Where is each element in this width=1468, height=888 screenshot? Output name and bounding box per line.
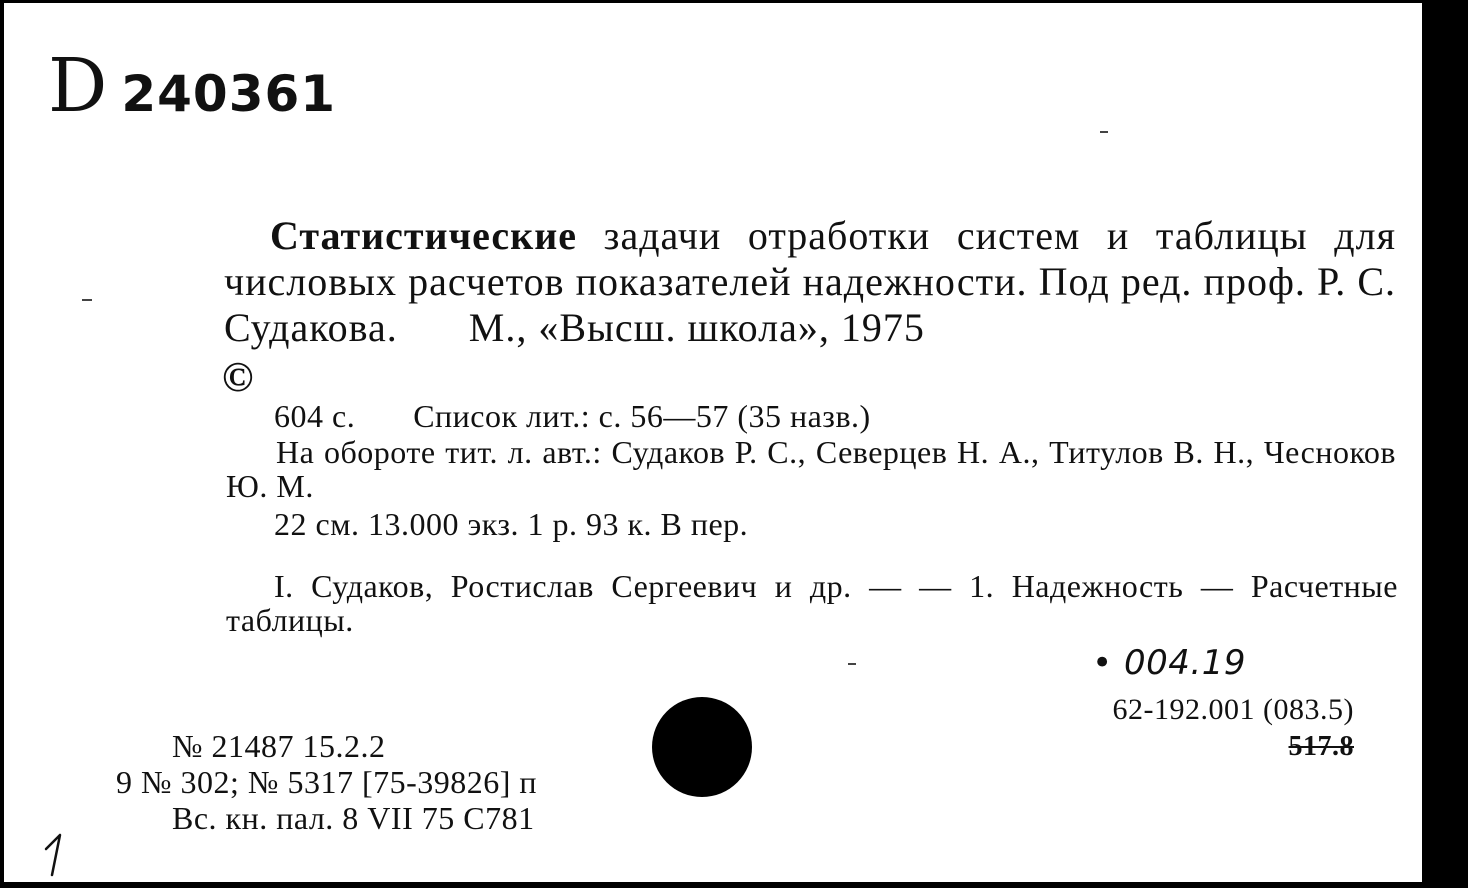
copyright-sign: © (222, 355, 254, 401)
scan-speck (82, 299, 92, 301)
catalog-card (4, 3, 1422, 882)
scan-frame-bottom (0, 882, 1468, 888)
classification-handwritten: • 004.19 (1092, 643, 1246, 683)
title-block (224, 213, 1396, 351)
title-rest: задачи отработки систем и таблицы для числовых расчетов показателей надежности. (224, 213, 1396, 304)
scan-speck (1100, 131, 1108, 133)
punch-hole (652, 697, 752, 797)
scan-frame-right (1422, 0, 1468, 888)
description-authors: На обороте тит. л. авт.: Судаков Р. С., Северцев Н. А., Титулов В. Н., Чесноков Ю. М. (226, 434, 1396, 504)
pencil-mark-one (38, 829, 78, 879)
call-number-digits: 240361 (121, 65, 337, 123)
imprint-line-3: Вс. кн. пал. 8 VII 75 С781 (172, 800, 535, 836)
title-editor: Под ред. проф. Р. С. Судакова. (224, 259, 1396, 350)
call-number (48, 43, 336, 129)
imprint-line-1: № 21487 15.2.2 (172, 728, 386, 764)
classification-struck: 517.8 (1288, 731, 1354, 762)
title-bold: Статистические (270, 213, 578, 258)
description-physical: 22 см. 13.000 экз. 1 р. 93 к. В пер. (274, 506, 749, 542)
imprint-line-2: 9 № 302; № 5317 [75-39826] п (116, 764, 538, 800)
call-number-letter: D (48, 43, 108, 129)
description-extent: 604 с. (274, 398, 356, 434)
description-bibliography: Список лит.: с. 56—57 (35 назв.) (413, 398, 871, 434)
description-extent-line (274, 399, 871, 433)
title-publisher: М., «Высш. школа», 1975 (468, 305, 925, 350)
classification-udc: 62-192.001 (083.5) (1112, 693, 1354, 726)
scan-speck (848, 663, 856, 665)
tracings: I. Судаков, Ростислав Сергеевич и др. — — 1. Надежность — Расчетные таблицы. (226, 568, 1398, 638)
